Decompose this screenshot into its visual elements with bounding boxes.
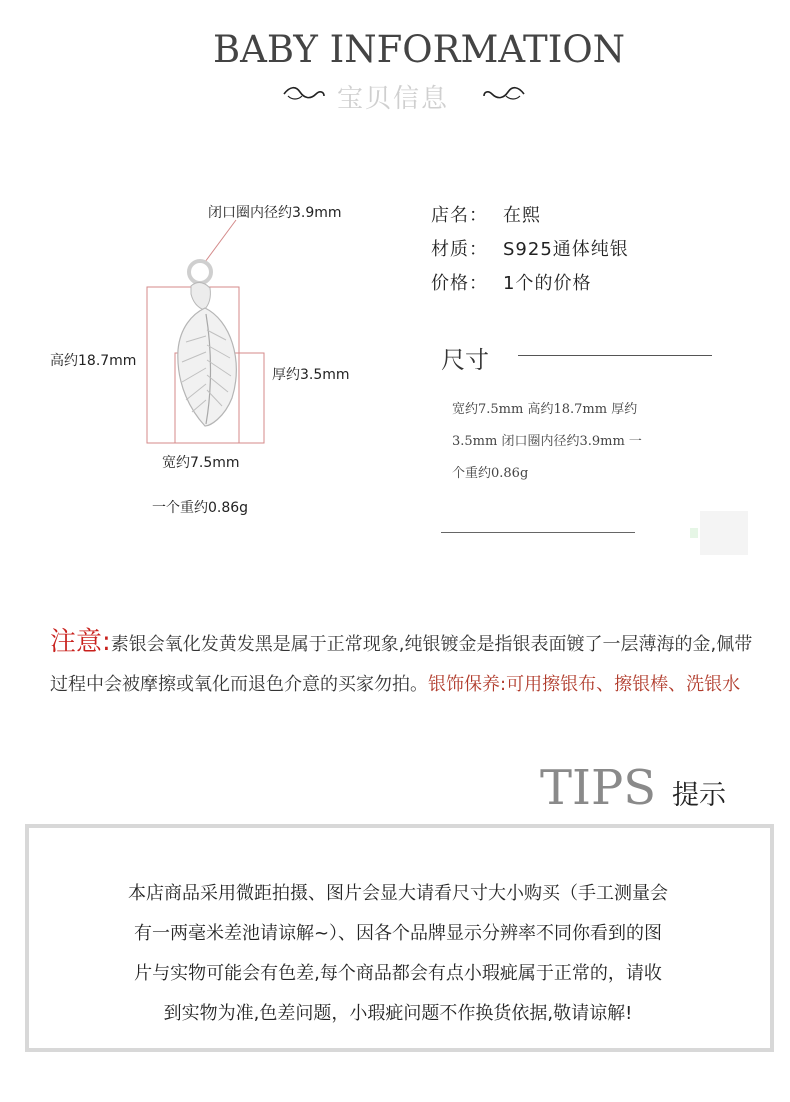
tips-line-1: 本店商品采用微距拍摄、图片会显大请看尺寸大小购买（手工测量会 xyxy=(128,883,668,904)
dim-ring-label: 闭口圈内径约3.9mm xyxy=(208,205,342,221)
notice-label: 注意: xyxy=(50,627,111,657)
spec-price-label: 价格： xyxy=(431,273,488,294)
spec-shop xyxy=(431,201,541,227)
right-swirl-icon xyxy=(482,84,526,104)
tips-text xyxy=(58,874,738,1034)
size-line-2: 3.5mm 闭口圈内径约3.9mm 一 xyxy=(452,434,642,449)
size-description xyxy=(452,394,717,490)
care-text: 银饰保养:可用擦银布、擦银棒、洗银水 xyxy=(428,674,741,695)
spec-shop-label: 店名： xyxy=(431,205,488,226)
weight-label: 一个重约0.86g xyxy=(152,500,249,516)
notice-paragraph xyxy=(50,622,762,705)
bottom-divider xyxy=(441,532,635,533)
dim-width-label: 宽约7.5mm xyxy=(162,455,240,471)
subtitle-row xyxy=(0,78,790,114)
spec-material-label: 材质： xyxy=(431,239,488,260)
decor-square xyxy=(700,511,748,555)
size-title: 尺寸 xyxy=(441,346,489,374)
tips-title-en: TIPS xyxy=(540,760,657,816)
spec-price-value: 1个的价格 xyxy=(503,273,592,294)
notice-text: 素银会氧化发黄发黑是属于正常现象,纯银镀金是指银表面镀了一层薄海的金,佩带过程中会被摩擦或氧化而退色介意的买家勿拍。 xyxy=(50,634,753,695)
tips-title-cn: 提示 xyxy=(672,780,726,811)
spec-shop-value: 在熙 xyxy=(503,205,541,226)
decor-green xyxy=(690,528,698,538)
tips-line-2: 有一两毫米差池请谅解~）、因各个品牌显示分辨率不同你看到的图 xyxy=(133,923,663,944)
size-line-1: 宽约7.5mm 高约18.7mm 厚约 xyxy=(452,402,638,417)
left-swirl-icon xyxy=(282,84,326,104)
page-title: BABY INFORMATION xyxy=(212,28,626,71)
subtitle-cn: 宝贝信息 xyxy=(337,84,450,114)
spec-material xyxy=(431,235,629,261)
spec-material-value: S925通体纯银 xyxy=(503,239,629,260)
size-line-3: 个重约0.86g xyxy=(452,466,529,481)
tips-line-4: 到实物为准,色差问题，小瑕疵问题不作换货依据,敬请谅解! xyxy=(163,1003,633,1024)
size-divider xyxy=(518,355,712,356)
spec-price xyxy=(431,269,591,295)
product-illustration xyxy=(0,190,420,530)
dim-height-label: 高约18.7mm xyxy=(50,353,137,369)
dim-thickness-label: 厚约3.5mm xyxy=(272,367,350,383)
tips-line-3: 片与实物可能会有色差,每个商品都会有点小瑕疵属于正常的，请收 xyxy=(134,963,662,984)
